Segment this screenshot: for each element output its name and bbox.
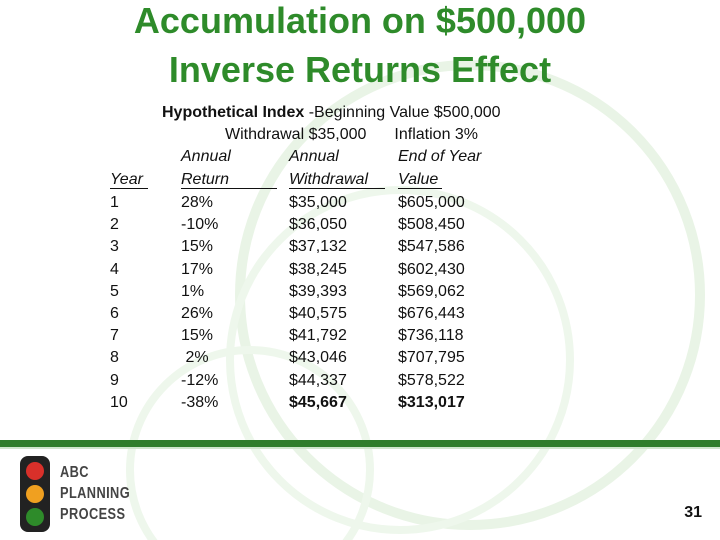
cell-value: $569,062: [398, 282, 465, 300]
cell-return: 26%: [181, 304, 214, 322]
title-line-2: Inverse Returns Effect: [168, 49, 552, 90]
cell-year: 4: [110, 260, 119, 278]
column-year: [110, 192, 128, 414]
cell-return: -38%: [181, 393, 219, 411]
cell-return: 17%: [181, 260, 214, 278]
cell-withdrawal: $45,667: [289, 393, 347, 411]
logo-line-3: PROCESS: [60, 506, 126, 523]
cell-withdrawal: $36,050: [289, 216, 347, 234]
cell-year: 9: [110, 371, 119, 389]
column-value: [398, 192, 465, 414]
title-line-1: Accumulation on $500,000: [133, 0, 587, 41]
cell-withdrawal: $38,245: [289, 260, 347, 278]
header-return-line-1: Annual: [181, 148, 231, 165]
cell-return: 2%: [181, 349, 209, 367]
cell-value: $736,118: [398, 327, 464, 345]
cell-year: 1: [110, 194, 119, 211]
cell-year: 5: [110, 282, 119, 300]
cell-year: 3: [110, 238, 119, 256]
header-withdrawal-line-2: Withdrawal: [289, 171, 368, 188]
subtitle-beginning-value: -Beginning Value $500,000: [304, 104, 501, 121]
subtitle-index-label: Hypothetical Index: [162, 104, 305, 121]
cell-return: 28%: [181, 194, 214, 211]
subtitle-line-1: [162, 104, 501, 122]
column-withdrawal: [289, 192, 347, 414]
cell-value: $707,795: [398, 349, 465, 367]
cell-value: $313,017: [398, 393, 465, 411]
footer-bar: [0, 440, 720, 447]
cell-withdrawal: $44,337: [289, 371, 347, 389]
header-underline-value: [398, 188, 442, 189]
cell-withdrawal: $40,575: [289, 304, 347, 322]
cell-return: 1%: [181, 282, 205, 300]
header-value-line-2: Value: [398, 171, 439, 188]
cell-value: $605,000: [398, 194, 465, 211]
cell-year: 10: [110, 393, 128, 411]
cell-withdrawal: $41,792: [289, 327, 347, 345]
cell-value: $676,443: [398, 304, 465, 322]
cell-value: $602,430: [398, 260, 465, 278]
cell-return: 15%: [181, 327, 214, 345]
cell-value: $578,522: [398, 371, 465, 389]
cell-withdrawal: $37,132: [289, 238, 347, 256]
cell-withdrawal: $43,046: [289, 349, 347, 367]
logo-line-1: ABC: [60, 464, 89, 481]
subtitle-withdrawal: Withdrawal $35,000: [225, 126, 367, 143]
cell-year: 2: [110, 216, 119, 234]
header-underline-withdrawal: [289, 188, 385, 189]
cell-return: -12%: [181, 371, 219, 389]
cell-year: 6: [110, 304, 119, 322]
subtitle-line-2: [225, 126, 478, 144]
header-underline-return: [181, 188, 277, 189]
header-withdrawal-line-1: Annual: [289, 148, 339, 165]
logo-text: [60, 462, 130, 525]
header-return-line-2: Return: [181, 171, 230, 188]
cell-return: -10%: [181, 216, 219, 234]
header-underline-year: [110, 188, 148, 189]
cell-year: 7: [110, 327, 119, 345]
subtitle-inflation: Inflation 3%: [394, 126, 479, 143]
logo-line-2: PLANNING: [60, 485, 131, 502]
cell-year: 8: [110, 349, 119, 367]
cell-withdrawal: $39,393: [289, 282, 347, 300]
footer-bar-highlight: [0, 447, 720, 449]
column-return: [181, 192, 218, 414]
cell-return: 15%: [181, 238, 214, 256]
header-value-line-1: End of Year: [398, 148, 482, 165]
page-number: 31: [684, 504, 702, 521]
header-year: Year: [110, 171, 143, 188]
cell-value: $508,450: [398, 216, 465, 234]
cell-value: $547,586: [398, 238, 465, 256]
cell-withdrawal: $35,000: [289, 194, 347, 211]
